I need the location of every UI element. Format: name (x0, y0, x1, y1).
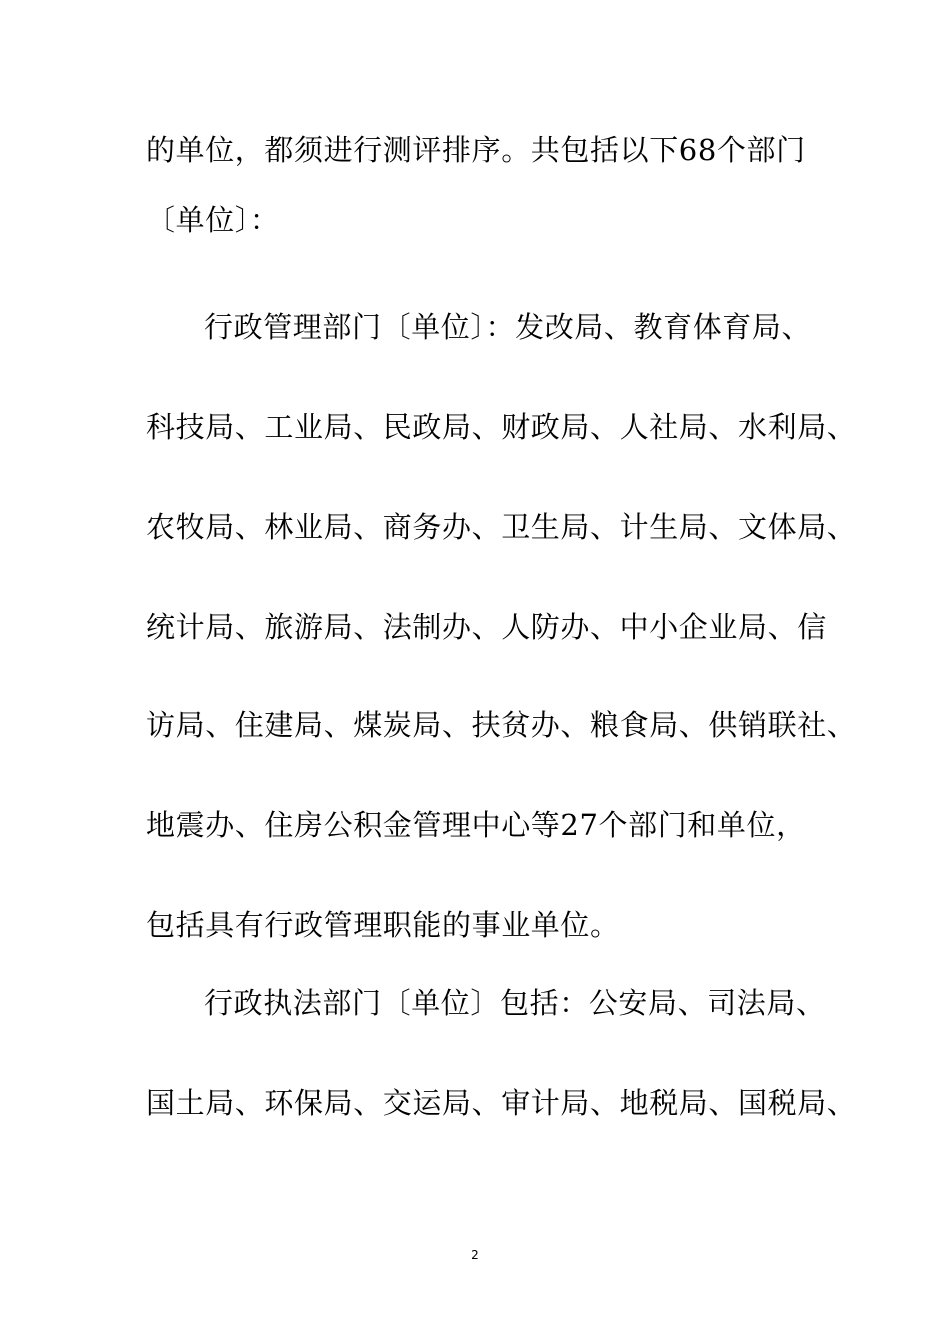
paragraph-enforcement-start: 行政执法部门〔单位〕包括：公安局、司法局、 (204, 986, 826, 1020)
text-line-1: 的单位，都须进行测评排序。共包括以下68个部门 (146, 133, 806, 167)
text-line-2: 〔单位〕： (146, 203, 280, 237)
paragraph-admin-start: 行政管理部门〔单位〕：发改局、教育体育局、 (204, 310, 812, 344)
text-line-9: 包括具有行政管理职能的事业单位。 (146, 908, 620, 942)
text-line-4: 科技局、工业局、民政局、财政局、人社局、水利局、 (146, 410, 857, 444)
text-line-6: 统计局、旅游局、法制办、人防办、中小企业局、信 (146, 610, 827, 644)
text-line-11: 国土局、环保局、交运局、审计局、地税局、国税局、 (146, 1086, 857, 1120)
page-number: 2 (471, 1248, 479, 1262)
text-line-7: 访局、住建局、煤炭局、扶贫办、粮食局、供销联社、 (146, 708, 857, 742)
text-line-5: 农牧局、林业局、商务办、卫生局、计生局、文体局、 (146, 510, 857, 544)
text-line-8: 地震办、住房公积金管理中心等27个部门和单位， (146, 808, 806, 842)
